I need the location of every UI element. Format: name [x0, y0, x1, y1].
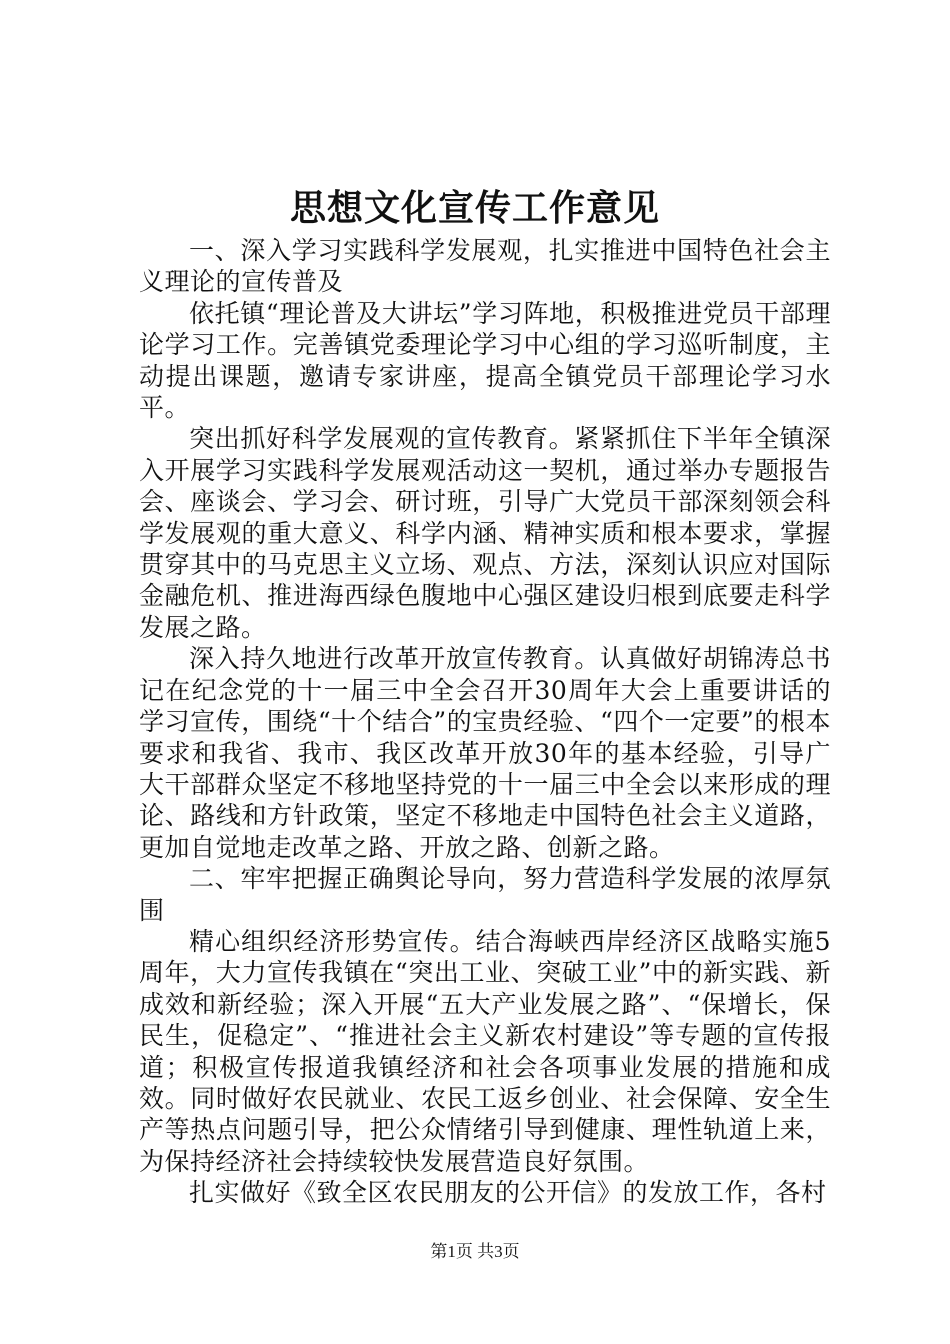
paragraph: 精心组织经济形势宣传。结合海峡西岸经济区战略实施5周年，大力宣传我镇在“突出工业、突破工业”中的新实践、新成效和新经验；深入开展“五大产业发展之路”、“保增长，保民生，促稳定”、“推进社会主义新农村建设”等专题的宣传报道；积极宣传报道我镇经济和社会各项事业发展的措施和成效。同时做好农民就业、农民工返乡创业、社会保障、安全生产等热点问题引导，把公众情绪引导到健康、理性轨道上来，为保持经济社会持续较快发展营造良好氛围。 — [139, 926, 831, 1176]
paragraph: 依托镇“理论普及大讲坛”学习阵地，积极推进党员干部理论学习工作。完善镇党委理论学习中心组的学习巡听制度，主动提出课题，邀请专家讲座，提高全镇党员干部理论学习水平。 — [139, 298, 831, 423]
section-heading-2: 二、牢牢把握正确舆论导向，努力营造科学发展的浓厚氛围 — [139, 864, 831, 925]
document-title: 思想文化宣传工作意见 — [289, 187, 660, 229]
paragraph: 扎实做好《致全区农民朋友的公开信》的发放工作，各村 — [189, 1178, 827, 1208]
document-body — [139, 235, 831, 1209]
section-heading-1: 一、深入学习实践科学发展观，扎实推进中国特色社会主义理论的宣传普及 — [139, 236, 831, 297]
paragraph: 突出抓好科学发展观的宣传教育。紧紧抓住下半年全镇深入开展学习实践科学发展观活动这一契机，通过举办专题报告会、座谈会、学习会、研讨班，引导广大党员干部深刻领会科学发展观的重大意义、科学内涵、精神实质和根本要求，掌握贯穿其中的马克思主义立场、观点、方法，深刻认识应对国际金融危机、推进海西绿色腹地中心强区建设归根到底要走科学发展之路。 — [139, 424, 831, 642]
paragraph: 深入持久地进行改革开放宣传教育。认真做好胡锦涛总书记在纪念党的十一届三中全会召开30周年大会上重要讲话的学习宣传，围绕“十个结合”的宝贵经验、“四个一定要”的根本要求和我省、我市、我区改革开放30年的基本经验，引导广大干部群众坚定不移地坚持党的十一届三中全会以来形成的理论、路线和方针政策，坚定不移地走中国特色社会主义道路，更加自觉地走改革之路、开放之路、创新之路。 — [139, 644, 831, 862]
page-footer: 第1页 共3页 — [430, 1242, 520, 1261]
